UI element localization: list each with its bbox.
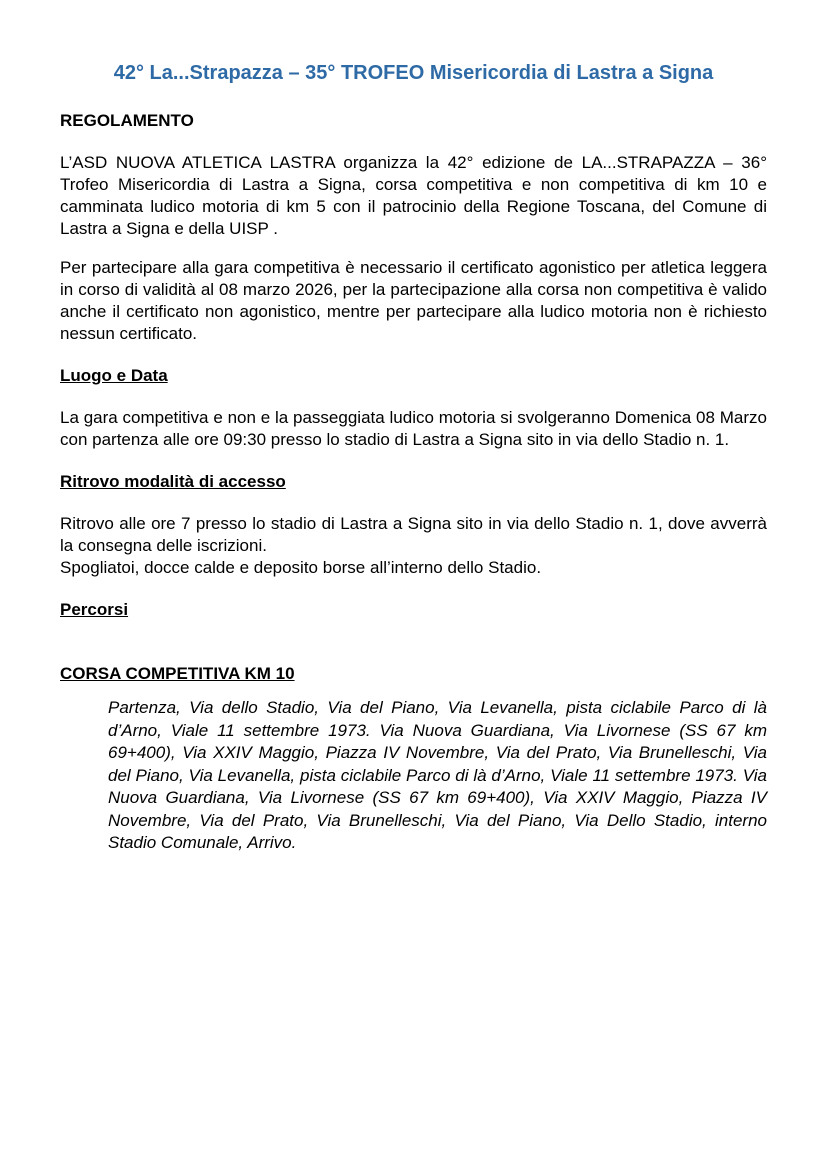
luogo-paragraph: La gara competitiva e non e la passeggiata ludico motoria si svolgeranno Domenica 08 Marzo con partenza alle ore 09:30 presso lo stadio di Lastra a Signa sito in via dello Stadio n. 1. bbox=[60, 408, 767, 449]
spogliatoi-text: Spogliatoi, docce calde e deposito borse all’interno dello Stadio. bbox=[60, 558, 542, 577]
percorsi-heading bbox=[60, 599, 767, 621]
corsa-route-paragraph: Partenza, Via dello Stadio, Via del Piano, Via Levanella, pista ciclabile Parco di là d’Arno, Viale 11 settembre 1973. Via Nuova Guardiana, Via Livornese (SS 67 km 69+400), Via XXIV Maggio, Piazza IV Novembre, Via del Prato, Via Brunelleschi, Via del Piano, Via Levanella, pista ciclabile Parco di là d’Arno, Viale 11 settembre 1973. Via Nuova Guardiana, Via Livornese (SS 67 km 69+400), Via XXIV Maggio, Piazza IV Novembre, Via del Prato, Via Brunelleschi, Via del Piano, Via Dello Stadio, interno Stadio Comunale, Arrivo. bbox=[108, 698, 767, 852]
ritrovo-paragraph bbox=[60, 513, 767, 579]
ritrovo-heading-text: Ritrovo modalità di accesso bbox=[60, 472, 286, 491]
luogo-heading-text: Luogo e Data bbox=[60, 366, 168, 385]
ritrovo-text: Ritrovo alle ore 7 presso lo stadio di Lastra a Signa sito in via dello Stadio n. 1, dove avverrà la consegna delle iscrizioni. bbox=[60, 514, 767, 555]
document-title: 42° La...Strapazza – 35° TROFEO Misericordia di Lastra a Signa bbox=[113, 62, 714, 84]
document-page bbox=[60, 58, 767, 855]
certificate-paragraph: Per partecipare alla gara competitiva è necessario il certificato agonistico per atletica leggera in corso di validità al 08 marzo 2026, per la partecipazione alla corsa non competitiva è valido anche il certificato non agonistico, mentre per partecipare alla ludico motoria non è richiesto nessun certificato. bbox=[60, 258, 767, 343]
intro-paragraph: L’ASD NUOVA ATLETICA LASTRA organizza la 42° edizione de LA...STRAPAZZA – 36° Trofeo Misericordia di Lastra a Signa, corsa competitiva e non competitiva di km 10 e camminata ludico motoria di km 5 con il patrocinio della Regione Toscana, del Comune di Lastra a Signa e della UISP . bbox=[60, 153, 767, 238]
ritrovo-heading bbox=[60, 471, 767, 493]
luogo-heading bbox=[60, 365, 767, 387]
corsa-heading-text: CORSA COMPETITIVA KM 10 bbox=[60, 664, 295, 683]
regolamento-heading: REGOLAMENTO bbox=[60, 111, 194, 130]
percorsi-heading-text: Percorsi bbox=[60, 600, 129, 619]
corsa-heading bbox=[60, 663, 767, 685]
